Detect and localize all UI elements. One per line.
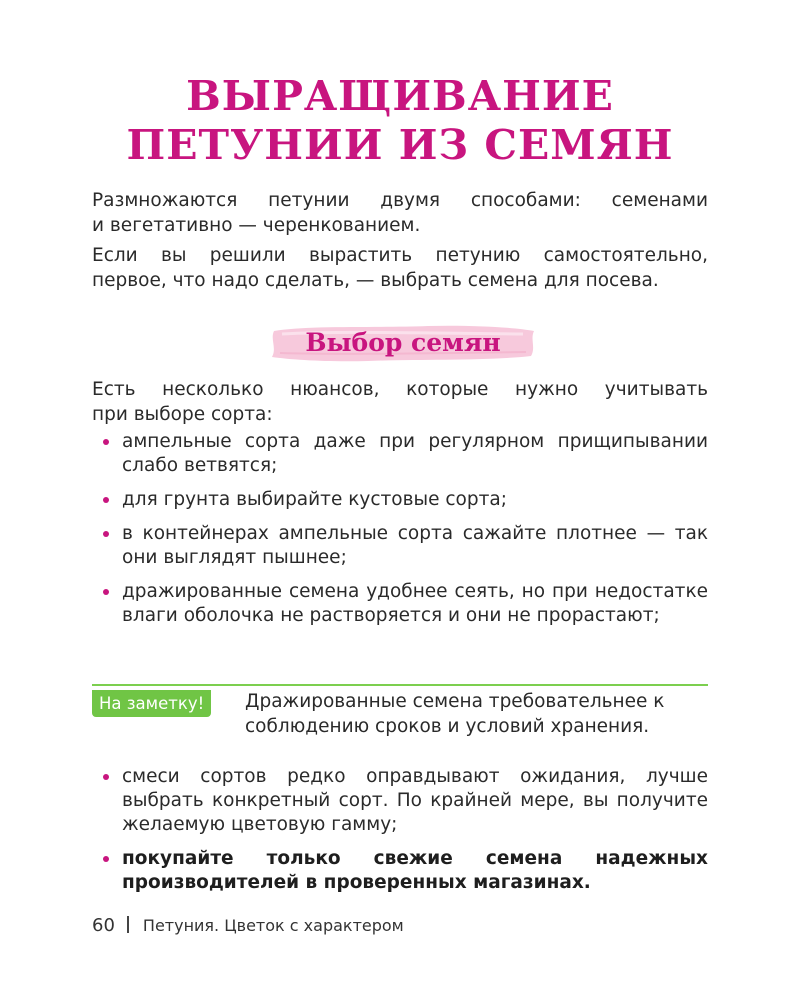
page-title (0, 72, 800, 170)
bullet-dot (103, 531, 109, 537)
intro-paragraph-1 (92, 188, 708, 238)
list-item-text-bold: покупайте только свежие семена надежных производителей в проверенных магазинах. (122, 848, 708, 893)
bullet-dot (103, 856, 109, 862)
nuance-section (92, 377, 708, 638)
list-item-text: в контейнерах ампельные сорта сажайте плотнее — так они выглядят пышнее; (122, 523, 708, 568)
intro-text (92, 188, 708, 293)
nuance-intro-line-2: при выборе сорта: (92, 404, 273, 425)
page-number: 60 (92, 915, 115, 936)
intro-paragraph-2-line-2: первое, что надо сделать, — выбрать семена для посева. (92, 270, 659, 291)
list-item (92, 488, 708, 512)
list-item-text: смеси сортов редко оправдывают ожидания, лучше выбрать конкретный сорт. По крайней мере, вы получите желаемую цветовую гамму; (122, 766, 708, 835)
list-item (92, 430, 708, 478)
footer-separator (127, 916, 129, 933)
intro-paragraph-1-line-1: Размножаются петунии двумя способами: семенами (92, 190, 708, 211)
list-item (92, 522, 708, 570)
note-divider (92, 684, 708, 686)
note-badge: На заметку! (92, 690, 211, 717)
list-item-text: ампельные сорта даже при регулярном прищипывании слабо ветвятся; (122, 431, 708, 476)
nuance-intro (92, 377, 708, 427)
bullet-list-after-note (92, 765, 708, 895)
bullet-dot (103, 589, 109, 595)
tail-section (92, 762, 708, 905)
title-line-1: ВЫРАЩИВАНИЕ (186, 72, 614, 120)
list-item (92, 765, 708, 837)
list-item (92, 847, 708, 895)
book-title: Петуния. Цветок с характером (142, 916, 404, 935)
bullet-dot (103, 497, 109, 503)
bullet-list (92, 430, 708, 628)
note-text: Дражированные семена требовательнее к соблюдению сроков и условий хранения. (245, 691, 665, 737)
bullet-dot (103, 439, 109, 445)
section-heading (268, 322, 538, 364)
intro-paragraph-2-line-1: Если вы решили вырастить петунию самостоятельно, (92, 245, 708, 266)
intro-paragraph-1-line-2: и вегетативно — черенкованием. (92, 215, 421, 236)
bullet-dot (103, 774, 109, 780)
page-footer (92, 913, 404, 939)
section-heading-text: Выбор семян (305, 328, 501, 357)
intro-paragraph-2 (92, 243, 708, 293)
list-item (92, 580, 708, 628)
nuance-intro-line-1: Есть несколько нюансов, которые нужно учитывать (92, 379, 708, 400)
list-item-text: дражированные семена удобнее сеять, но при недостатке влаги оболочка не растворяется и они не прорастают; (122, 581, 708, 626)
list-item-text: для грунта выбирайте кустовые сорта; (122, 489, 507, 510)
title-line-2: ПЕТУНИИ ИЗ СЕМЯН (126, 121, 674, 169)
